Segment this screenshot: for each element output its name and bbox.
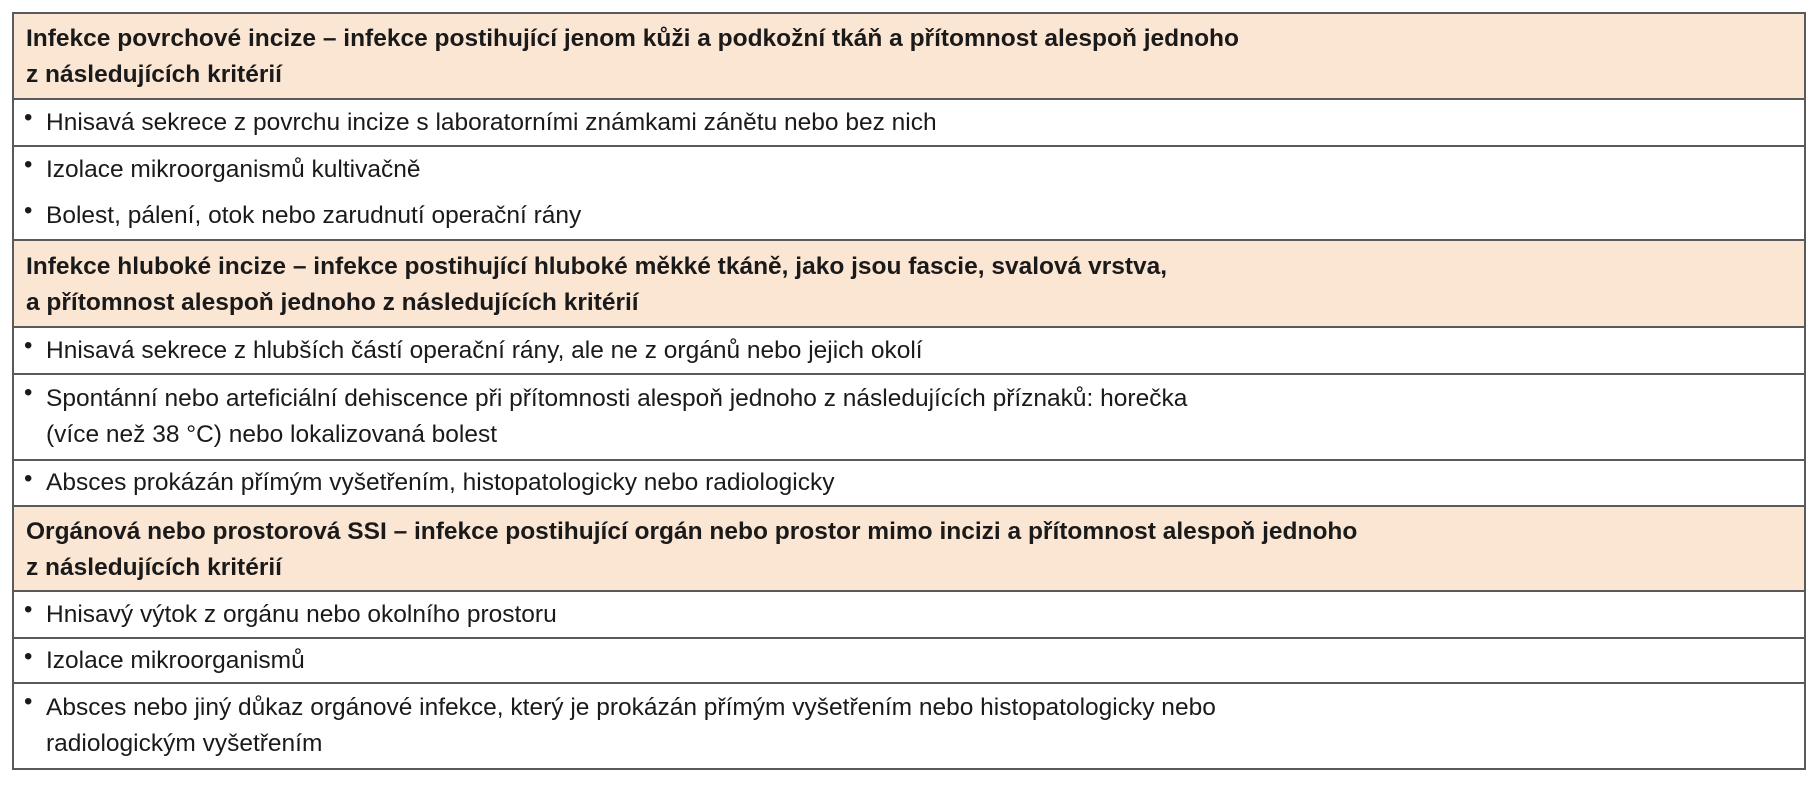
bullet-icon: • — [24, 465, 33, 492]
table-row — [14, 637, 1804, 682]
bullet-icon: • — [24, 688, 33, 715]
row-text: Hnisavý výtok z orgánu nebo okolního prostoru — [46, 600, 557, 628]
section-header-text: Orgánová nebo prostorová SSI – infekce postihující orgán nebo prostor mimo incizi a přítomnost alespoň jednoho z následujících kritérií — [26, 517, 1358, 581]
table-row — [14, 459, 1804, 505]
section-header-text: Infekce povrchové incize – infekce postihující jenom kůži a podkožní tkáň a přítomnost alespoň jednoho z následujících kritérií — [26, 25, 1239, 88]
bullet-icon: • — [24, 379, 33, 406]
row-text: Bolest, pálení, otok nebo zarudnutí operační rány — [46, 202, 582, 229]
table-row — [14, 373, 1804, 459]
table-row — [14, 682, 1804, 768]
row-text: Hnisavá sekrece z povrchu incize s laboratorními známkami zánětu nebo bez nich — [46, 108, 937, 136]
table-row — [14, 145, 1804, 193]
table-row — [14, 326, 1804, 373]
table-section-header — [14, 14, 1804, 98]
bullet-icon: • — [24, 332, 33, 359]
table-row — [14, 98, 1804, 145]
table-section-header — [14, 239, 1804, 326]
section-header-text: Infekce hluboké incize – infekce postihující hluboké měkké tkáně, jako jsou fascie, svalová vrstva, a přítomnost alespoň jednoho z následujících kritérií — [26, 252, 1168, 316]
table-row — [14, 590, 1804, 637]
row-text: Spontánní nebo arteficiální dehiscence při přítomnosti alespoň jednoho z následujících příznaků: horečka (více než 38 °C) nebo lokalizovaná bolest — [46, 385, 1188, 448]
row-text: Hnisavá sekrece z hlubších částí operační rány, ale ne z orgánů nebo jejich okolí — [46, 336, 923, 364]
bullet-icon: • — [24, 151, 33, 178]
row-text: Absces nebo jiný důkaz orgánové infekce, který je prokázán přímým vyšetřením nebo histopatologicky nebo radiologickým vyšetřením — [46, 694, 1216, 757]
row-text: Absces prokázán přímým vyšetřením, histopatologicky nebo radiologicky — [46, 469, 835, 496]
table-section-header — [14, 505, 1804, 590]
row-text: Izolace mikroorganismů — [46, 646, 305, 674]
bullet-icon: • — [24, 596, 33, 623]
bullet-icon: • — [24, 104, 33, 131]
bullet-icon: • — [24, 643, 33, 670]
bullet-icon: • — [24, 197, 33, 224]
row-text: Izolace mikroorganismů kultivačně — [46, 156, 421, 183]
table-row — [14, 193, 1804, 239]
criteria-table — [12, 12, 1806, 770]
